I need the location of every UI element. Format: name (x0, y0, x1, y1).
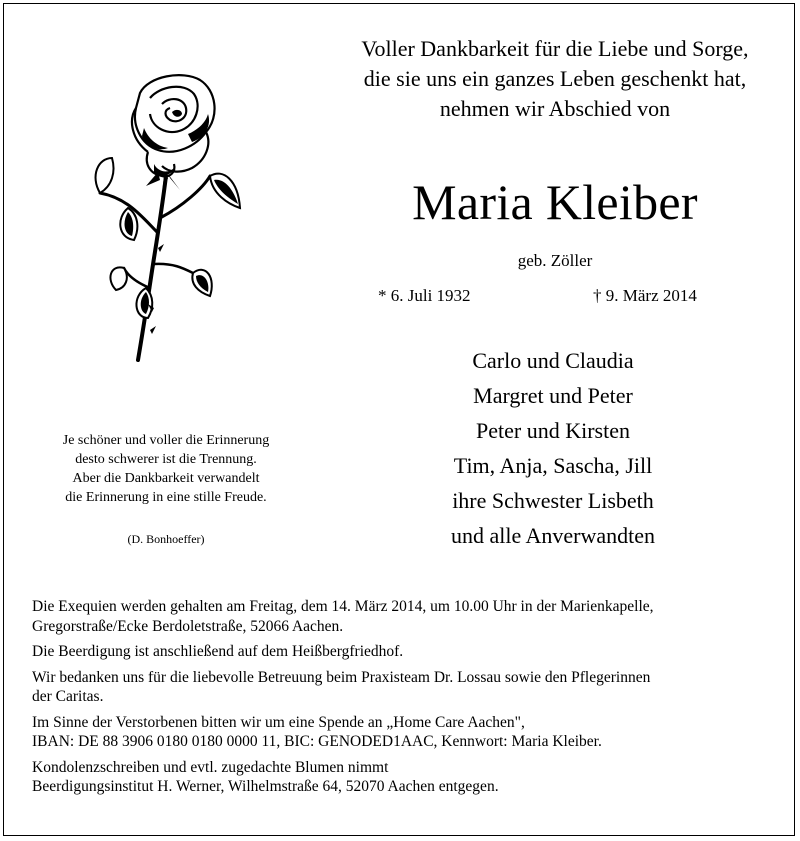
notice-burial (32, 642, 792, 662)
death-date: † 9. März 2014 (593, 286, 697, 305)
family-member: Tim, Anja, Sascha, Jill (453, 453, 653, 478)
notice-line: Wir bedanken uns für die liebevolle Betreuung beim Praxisteam Dr. Lossau sowie den Pflegerinnen (32, 668, 651, 686)
intro-line: nehmen wir Abschied von (439, 96, 671, 121)
notices (32, 597, 792, 803)
rose-icon (88, 68, 258, 368)
life-dates (378, 284, 728, 308)
intro-line: die sie uns ein ganzes Leben geschenkt hat, (363, 66, 747, 91)
quote-line: Je schöner und voller die Erinnerung (62, 433, 270, 448)
deceased-name: Maria Kleiber (412, 174, 698, 230)
quote-line: desto schwerer ist die Trennung. (75, 452, 257, 467)
quote (16, 431, 316, 507)
quote-author: (D. Bonhoeffer) (127, 532, 205, 546)
quote-line: die Erinnerung in eine stille Freude. (65, 490, 267, 505)
notice-line: Die Exequien werden gehalten am Freitag, dem 14. März 2014, um 10.00 Uhr in der Marienkapelle, (32, 598, 654, 615)
notice-condolences (32, 758, 792, 797)
notice-donation (32, 713, 792, 752)
notice-line: Im Sinne der Verstorbenen bitten wir um eine Spende an „Home Care Aachen", (32, 713, 525, 731)
intro-line: Voller Dankbarkeit für die Liebe und Sorge, (361, 36, 749, 61)
notice-line: der Caritas. (32, 688, 104, 705)
notice-thanks (32, 668, 792, 707)
birth-name: geb. Zöller (517, 251, 593, 270)
family-member: und alle Anverwandten (450, 523, 656, 548)
family-list (303, 343, 800, 553)
notice-line: Beerdigungsinstitut H. Werner, Wilhelmstraße 64, 52070 Aachen entgegen. (32, 778, 499, 795)
family-member: Margret und Peter (473, 383, 633, 408)
intro-text (305, 34, 800, 124)
family-member: Carlo und Claudia (472, 348, 634, 373)
notice-line: Kondolenzschreiben und evtl. zugedachte Blumen nimmt (32, 758, 389, 776)
birth-date: * 6. Juli 1932 (378, 286, 471, 305)
notice-line: Die Beerdigung ist anschließend auf dem Heißbergfriedhof. (32, 643, 404, 660)
notice-funeral-mass (32, 597, 792, 636)
family-member: ihre Schwester Lisbeth (452, 488, 654, 513)
quote-line: Aber die Dankbarkeit verwandelt (72, 471, 260, 486)
notice-line: Gregorstraße/Ecke Berdoletstraße, 52066 Aachen. (32, 617, 344, 635)
family-member: Peter und Kirsten (476, 418, 630, 443)
notice-line: IBAN: DE 88 3906 0180 0180 0000 11, BIC: GENODED1AAC, Kennwort: Maria Kleiber. (32, 733, 602, 750)
